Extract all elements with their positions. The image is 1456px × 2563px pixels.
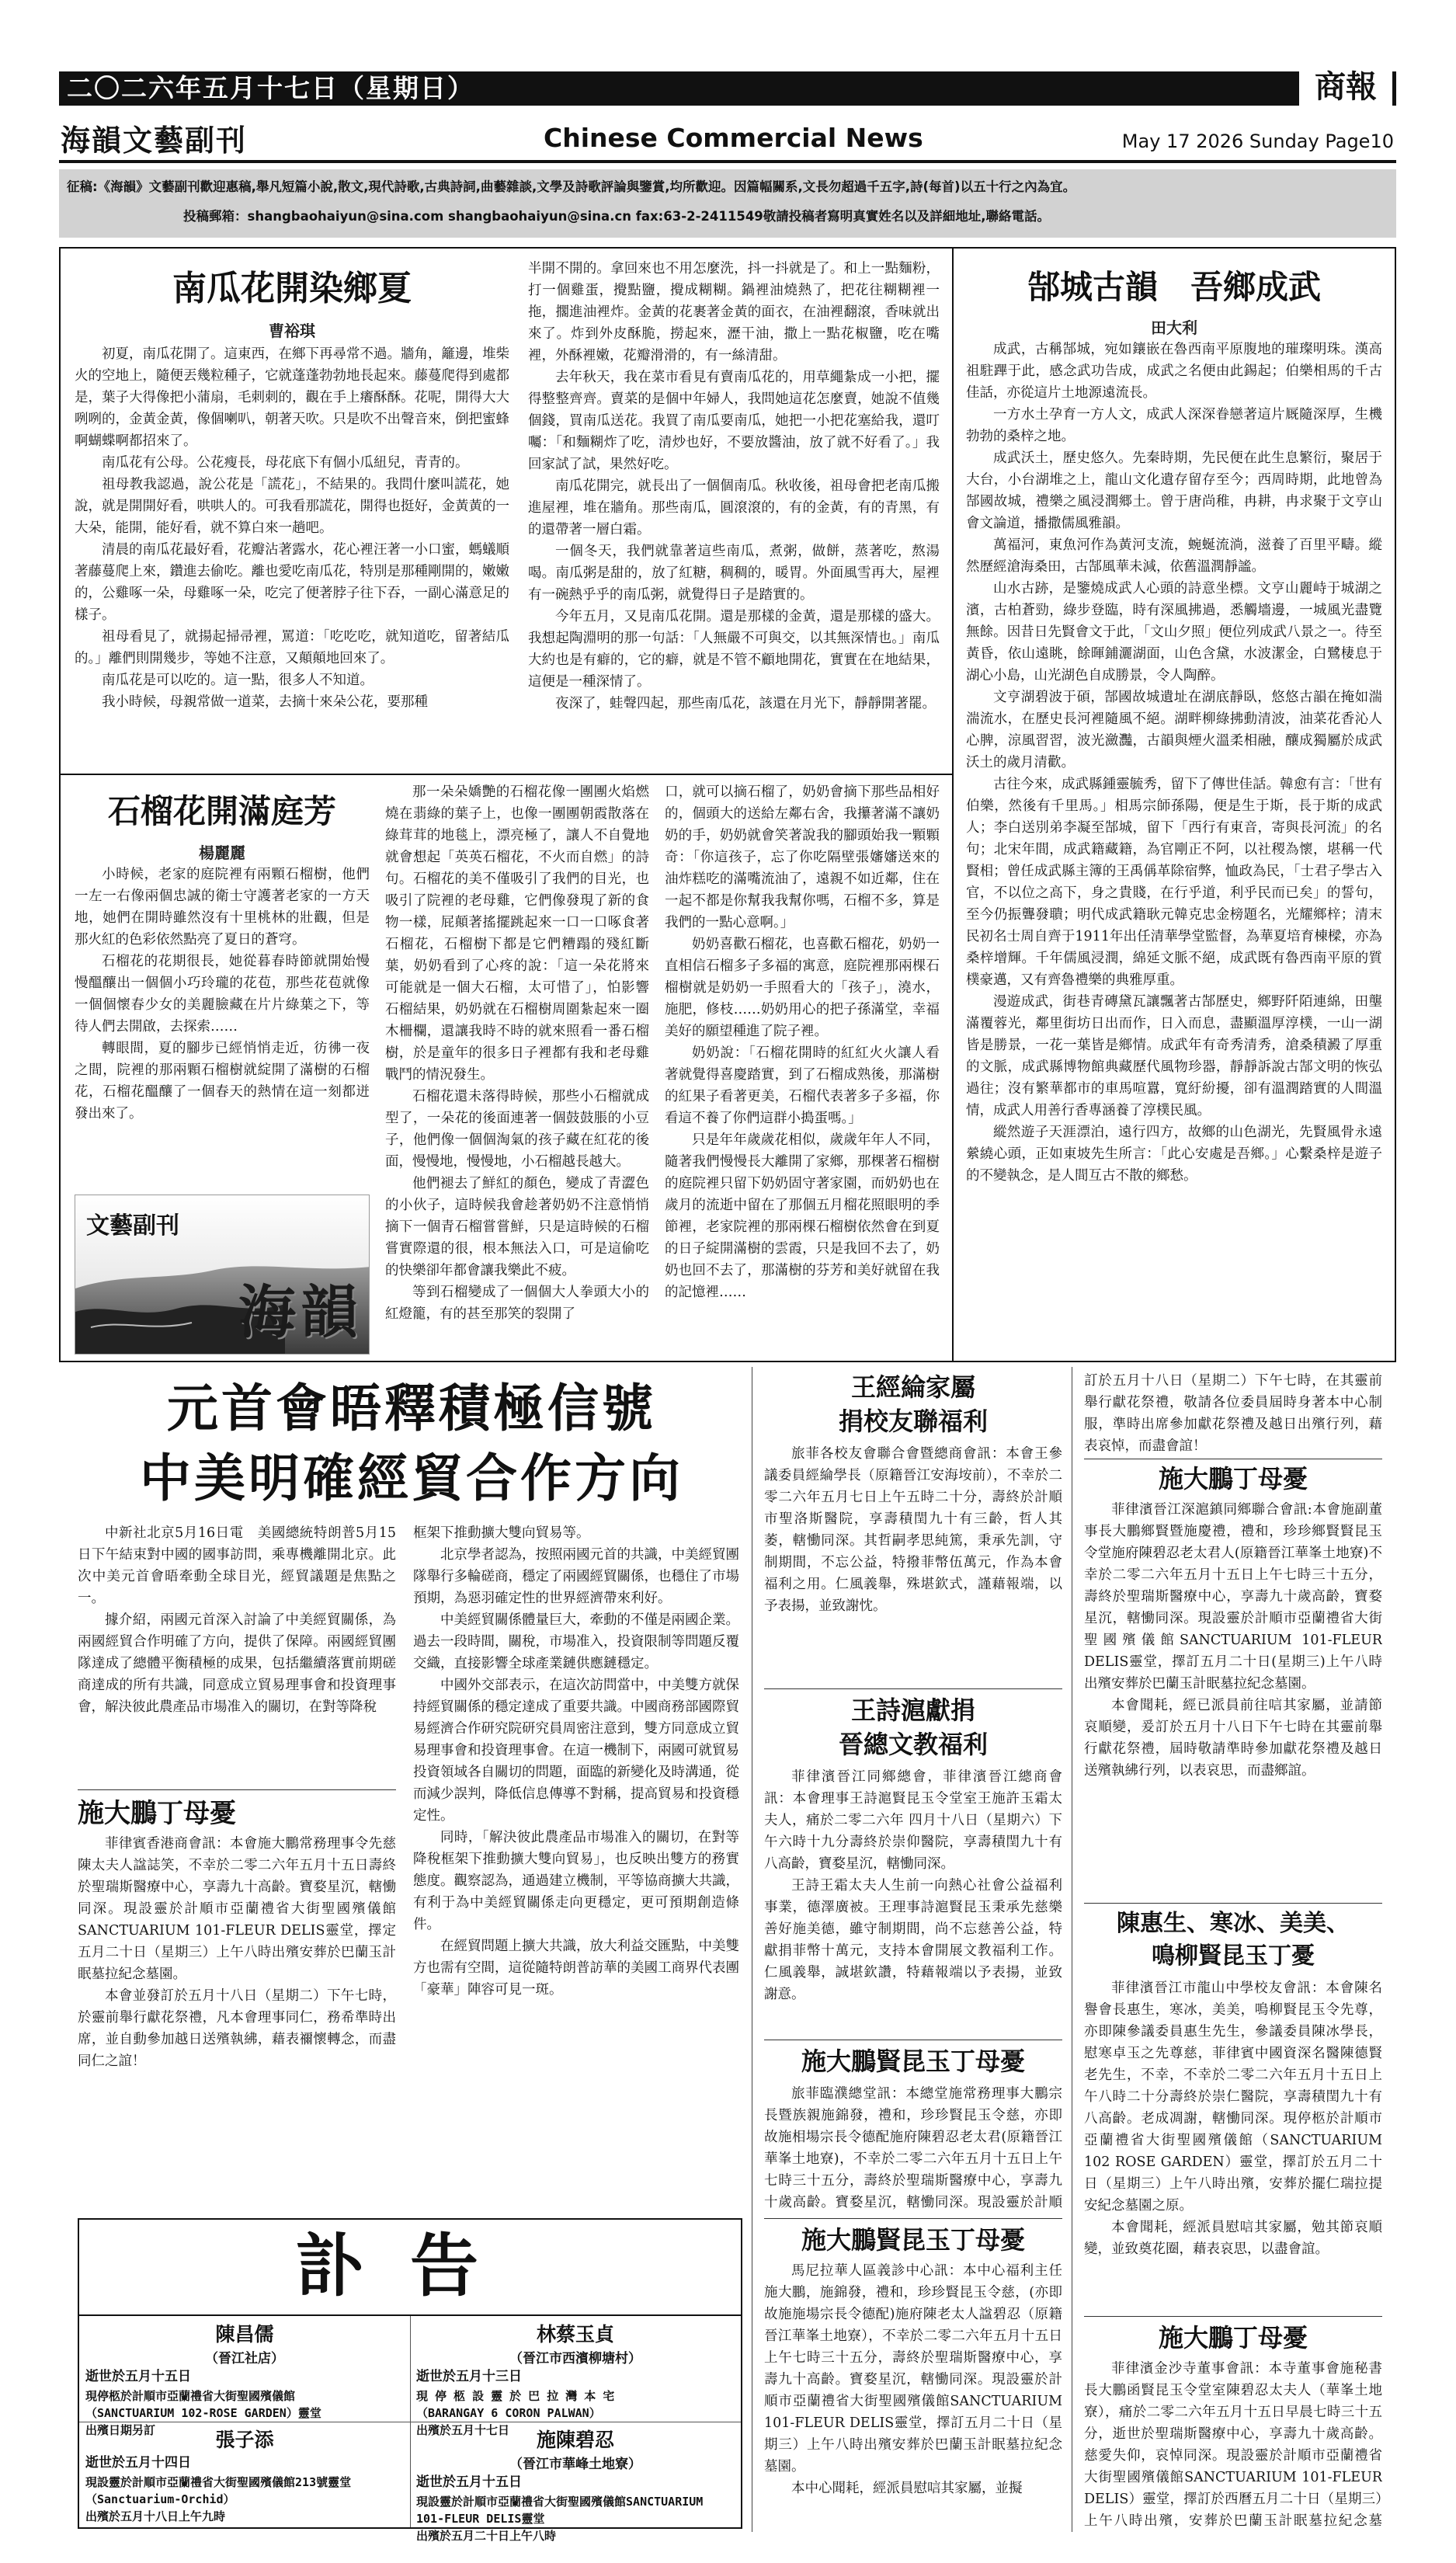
a2-author: 楊麗麗 <box>199 843 245 862</box>
para: 在經貿問題上擴大共識，放大利益交匯點，中美雙方也需有空間，這從隨特朗普訪華的美國工商界代表團「豪華」陣容可見一斑。 <box>413 1939 739 1998</box>
obituary-box <box>78 2218 742 2543</box>
n6-body <box>1084 1499 1382 1900</box>
section-title: 海韻文藝副刊 <box>61 123 248 158</box>
entry-line: 出殯日期另訂 <box>85 2423 156 2437</box>
para: 祖母看見了，就揚起掃帚裡，罵道：「吃吃吃，就知道吃，留著結瓜的。」離們則開幾步，等她不注意，又顛顛地回來了。 <box>75 629 509 666</box>
entry-origin: （晉江市西濱柳塘村） <box>509 2351 641 2367</box>
banner-line2: 投稿郵箱：shangbaohaiyun@sina.com shangbaohaiyun@sina.cn fax:63-2-2411549敬請投稿者寫明真實姓名以及詳細地址,聯絡電話。 <box>183 209 1051 224</box>
para: 旅菲臨濮總堂訊：本總堂施常務理事大鵬宗長暨族親施錦發，禮和，珍珍賢昆玉令慈，亦即故施相場宗長令德配施府陳碧忍老太君(原籍晉江華峯土地寮)，不幸於二零二六年五月十五日上午七時三十五分，壽終於聖瑞斯醫療中心，享壽九十歲高齡。寶婺星沉，轄慟同深。現設靈於計順 <box>764 2086 1062 2210</box>
para: 本會聞耗，經派員慰唁其家屬，勉其節哀順變，並致奠花圈，藉表哀思，以盡會誼。 <box>1084 2220 1382 2257</box>
para: 馬尼拉華人區義診中心訊：本中心福利主任施大鵬，施錦發，禮和，珍珍賢昆玉令慈，(亦即故施施場宗長令德配)施府陳老太人諡碧忍（原籍晉江華峯土地寮），不幸於二零二六年五月十五日上午七時三十五分，壽終於聖瑞斯醫療中心，享壽九十高齡。寶婺星沉，轄慟同深。現設靈於計順市亞蘭禮省大街聖國殯儀館SANCTUARIUM 101-FLEUR DELIS靈堂，擇訂五月二十日（星期三）上午八時出殯安葬於巴蘭玉計眠墓拉紀念墓園。 <box>764 2263 1062 2474</box>
para: 菲律濱晉江市龍山中學校友會訊：本會陳名譽會長惠生，寒冰，美美，嗚柳賢昆玉令先尊，亦即陳參議委員惠生先生，參議委員陳冰學長，慰寒卓玉之先尊慈，菲律賓中國資深名醫陳德賢老先生，不幸，不幸於二零二六年五月十五日上午八時二十分壽終於崇仁醫院，享壽積閏九十有八高齡。老成凋謝，轄慟同深。現停柩於計順市亞蘭禮省大街聖國殯儀館（SANCTUARIUM 102 ROSE GARDEN）靈堂，擇訂於五月二十日（星期三）上午八時出殯，安葬於擺仁瑞拉提安紀念墓園之原。 <box>1084 1980 1382 2214</box>
rule-n1-top <box>78 1789 396 1790</box>
entry-line: 逝世於五月十三日 <box>416 2369 522 2384</box>
logo-art-text: 海韻 <box>238 1279 363 1346</box>
a2-title: 石榴花開滿庭芳 <box>107 792 336 830</box>
entry-line: 出殯於五月十八日上午九時 <box>85 2509 226 2523</box>
entry-origin: （晉江市華峰土地寮） <box>509 2457 641 2472</box>
para: 菲律濱晉江深滬鎮同鄉聯合會訊:本會施副董事長大鵬鄉賢暨施慶禮，禮和，珍珍鄉賢賢昆玉令堂施府陳碧忍老太君人(原籍晉江華峯土地寮)不幸於二零二六年五月十五日上午七時三十五分，壽終於聖瑞斯醫療中心，享壽九十歲高齡，寶婺星沉，轄慟同深。現設靈於計順市亞蘭禮省大街聖國殯儀館SANCTUARIUM 101-FLEUR DELIS靈堂，擇訂五月二十日(星期三)上午八時出殯安葬於巴蘭玉計眠墓拉紀念墓園。 <box>1084 1502 1382 1692</box>
a4-col1 <box>78 1522 396 1783</box>
banner-line1: 征稿:《海韻》文藝副刊歡迎惠稿,舉凡短篇小說,散文,現代詩歌,古典詩詞,曲藝雜談,文學及詩歌評論與鑒賞,均所歡迎。因篇幅關系,文長勿超過千五字,詩(每首)以五十行之內為宜。 <box>67 179 1076 194</box>
rule-n5-top <box>764 2218 1062 2219</box>
para: 中國外交部表示，在這次訪問當中，中美雙方就保持經貿關係的穩定達成了重要共識。中國商務部國際貿易經濟合作研究院研究員周密注意到，雙方同意成立貿易理事會和投資理事會。在這一機制下，兩國可就貿易投資領域各自關切的問題，面臨的新變化及時溝通，從而減少誤判，降低信息傳導不對稱，提高貿易和投資穩定性。 <box>413 1678 739 1824</box>
para: 本會並發訂於五月十八日（星期二）下午七時，於靈前舉行獻花祭禮，凡本會理事同仁，務希準時出席，並自動參加越日送殯執紼，藉表禰懷轉念，而盡同仁之誼！ <box>78 1988 396 2069</box>
rule-n8-top <box>1084 2316 1382 2317</box>
para: 萬福河，東魚河作為黃河支流，蜿蜒流淌，滋養了百里平疇。縱然歷經滄海桑田，古郜風華未減，依舊溫潤靜謐。 <box>966 537 1382 575</box>
entry-line: 現設靈於計順市亞蘭禮省大街聖國殯儀館SANCTUARIUM 101-FLEUR DELIS靈堂 <box>416 2495 704 2526</box>
a3-author: 田大利 <box>1151 318 1197 337</box>
para: 奶奶喜歡石榴花，也喜歡石榴花，奶奶一直相信石榴多子多福的寓意，庭院裡那兩棵石榴樹就是奶奶一手照看大的「孩子」，澆水，施肥，修枝……奶奶用心的把子孫滿堂，幸福美好的願望種進了院子裡。 <box>665 937 940 1039</box>
entry-line: 逝世於五月十五日 <box>85 2369 191 2384</box>
rule-a1-bottom <box>59 774 954 775</box>
rule-mid <box>952 247 954 1362</box>
a2-col1 <box>75 864 370 1190</box>
para: 南瓜花開完，就長出了一個個南瓜。秋收後，祖母會把老南瓜搬進屋裡，堆在牆角。那些南瓜，圓滾滾的，有的金黃，有的青黑，有的還帶著一層白霜。 <box>528 478 940 537</box>
submission-banner <box>59 169 1396 238</box>
para: 文亨湖碧波于碩，郜國故城遺址在湖底靜臥，悠悠古韻在掩如湍湍流水，在歷史長河裡隨風不絕。湖畔柳綠拂動清波，油菜花香沁人心脾，涼風習習，波光瀲灩，古韻與煙火溫柔相融，釀成獨屬於成武沃土的歲月清歡。 <box>966 690 1382 770</box>
para: 北京學者認為，按照兩國元首的共識，中美經貿團隊舉行多輪磋商，穩定了兩國經貿關係，也穩住了市場預期，為惡羽確定性的世界經濟帶來利好。 <box>413 1547 739 1606</box>
entry-line: 現停柩於計順市亞蘭禮省大街聖國殯儀館 <box>85 2389 296 2403</box>
para: 口，就可以摘石榴了，奶奶會摘下那些品相好的，個頭大的送給左鄰右舍，我攥著滿不讓奶奶的手，奶奶就會笑著說我的腳頭始我一顆顆奇：「你這孩子，忘了你吃隔壁張嬸嬸送來的油炸糕吃的滿嘴流油了，遠親不如近鄰，住在一起不都是你幫我我幫你嗎，石榴不多，算是我們的一點心意啊。」 <box>665 784 940 930</box>
para: 山水古跡，是鑒燒成武人心頭的詩意坐標。文亨山麗峙于城湖之濱，古柏蒼勁，綠步登臨，時有深風拂過，悉觸墻邊，一城風光盡覽無餘。因昔日先賢會文于此，「文山夕照」便位列成武八景之一。待至黃昏，依山遠眺，餘暉鋪灑湖面，山色含黛，水波潔金，白鷺棲息于湖心小島，山光湖色自成勝景，令人陶醉。 <box>966 581 1382 683</box>
n7-body <box>1084 1977 1382 2311</box>
para: 王詩王霜太夫人生前一向熱心社會公益福利事業，德澤廣被。王理事詩滬賢昆玉秉承先慈樂善好施美德，雖守制期間，尚不忘慈善公益，特獻捐菲幣十萬元，支持本會開展文教福利工作。仁風義舉，誠堪欽讚，特藉報端以予表揚，並致謝意。 <box>764 1878 1062 2002</box>
n4-title: 施大鵬賢昆玉丁母憂 <box>801 2047 1025 2076</box>
para: 同時，「解決彼此農產品市場准入的關切，在對等降稅框架下推動擴大雙向貿易」，也反映出雙方的務實態度。觀察認為，通過建立機制，平等協商擴大共識，有利于為中美經貿關係走向更穩定，更可預期創造條件。 <box>413 1830 739 1932</box>
header-rule <box>59 160 1396 163</box>
para: 一方水土孕育一方人文，成武人深深眷戀著這片厩隨深厚，生機勃勃的桑梓之地。 <box>966 407 1382 444</box>
n2-title-2: 捐校友聯福利 <box>838 1407 988 1436</box>
entry-name: 施陳碧忍 <box>536 2429 614 2451</box>
para: 去年秋天，我在菜市看見有賣南瓜花的，用草繩紮成一小把，擺得整整齊齊。賣菜的是個中年婦人，我問她這花怎麼賣，她說不值幾個錢，買南瓜送花。我買了南瓜要南瓜，她把一小把花塞給我，還叮囑：「和麵糊炸了吃，清炒也好，不要放醬油，放了就不好看了。」我回家試了試，果然好吃。 <box>528 370 940 472</box>
entry-origin: （晉江社店） <box>205 2351 284 2367</box>
para: 石榴花的花期很長，她從暮春時節就開始慢慢醞釀出一個個小巧玲瓏的花苞，那些花苞就像一個個懷春少女的美麗臉藏在片片綠葉之下，等待人們去開啟，去探索…… <box>75 954 370 1035</box>
para: 中美經貿關係體量巨大，牽動的不僅是兩國企業。過去一段時間，關稅，市場准入，投資限制等問題反覆交織，直接影響全球產業鏈供應鏈穩定。 <box>413 1612 739 1671</box>
para: 我小時候，母親常做一道菜，去摘十來朵公花，要那種 <box>102 694 428 710</box>
n3-body <box>764 1766 1062 2035</box>
para: 框架下推動擴大雙向貿易等。 <box>413 1525 590 1541</box>
para: 今年五月，又見南瓜花開。還是那樣的金黃，還是那樣的盛大。我想起陶淵明的那一句話：「人無嚴不可與交，以其無深情也。」南瓜大約也是有癖的，它的癖，就是不管不顧地開花，實實在在地結果，這便是一種深情了。 <box>528 609 940 690</box>
para: 菲律濱晉江同鄉總會，菲律濱晉江總商會訊：本會理事王詩滬賢昆玉令堂室王施許玉霜太夫人，痛於二零二六年 四月十八日（星期六）下午六時十九分壽終於崇仰醫院，享壽積閏九十有八高齡，寶婺星沉，轄慟同深。 <box>764 1769 1062 1872</box>
para: 他們褪去了鮮紅的顏色，變成了青澀色的小伙子，這時候我會趁著奶奶不注意悄悄摘下一個青石榴嘗嘗鮮，只是這時候的石榴嘗實際還的很，根本無法入口，可是這偷吃的快樂卻年都會讓我樂此不疲。 <box>385 1176 649 1278</box>
n7-title-2: 鳴柳賢昆玉丁憂 <box>1152 1942 1315 1970</box>
entry-line: （BARANGAY 6 CORON PALWAN） <box>416 2406 601 2420</box>
rule-n7-top <box>1084 1903 1382 1904</box>
para: 漫遊成武，街巷青磚黛瓦讓飄著古郜歷史，鄉野阡陌連綿，田壟滿覆蓉光，鄰里街坊日出而作，日入而息，盡顯溫厚淳樸，一山一湖皆是勝景，一花一葉皆是鄉情。成武年有奇秀清秀，滄桑積澱了厚重的文脈，成武縣博物館典藏歷代風物珍器，靜靜訴說古郜文明的恢弘過往；沒有繁華都市的車馬喧囂，寬紆紛擾，卻有溫潤踏實的人間溫情，成武人用善行香專涵養了淳樸民風。 <box>966 994 1382 1118</box>
para: 清晨的南瓜花最好看，花瓣沾著露水，花心裡汪著一小口蜜，螞蟻順著藤蔓爬上來，鑽進去偷吃。離也愛吃南瓜花，特別是那種剛開的，嫩嫩的，公雞啄一朵，母雞啄一朵，吃完了便著脖子往下吞，一副心滿意足的樣子。 <box>75 542 509 623</box>
header-date-bar <box>59 71 1396 106</box>
para: 奶奶說：「石榴花開時的紅紅火火讓人看著就覺得喜慶踏實，到了石榴成熟後，那滿樹的紅果子看著更美，石榴代表著多子多福，你看這不養了你們這群小搗蛋嗎。」 <box>665 1045 940 1126</box>
entry-line: 逝世於五月十四日 <box>85 2455 191 2471</box>
n8-title: 施大鵬丁母憂 <box>1158 2323 1308 2353</box>
entry-line: 出殯於五月二十日上午八時 <box>416 2529 557 2543</box>
entry-line: 現 停 柩 設 靈 於 巴 拉 灣 本 宅 <box>416 2389 615 2403</box>
para: 訂於五月十八日（星期二）下午七時，在其靈前舉行獻花祭禮，敬請各位委員屆時身著本中心制服，準時出席參加獻花祭禮及越日出殯行列，藉表哀悼，而盡會誼！ <box>1084 1373 1382 1454</box>
n1-title: 施大鵬丁母憂 <box>78 1798 236 1829</box>
para: 成武沃土，歷史悠久。先秦時期，先民便在此生息繁衍，聚居于大台，小台湖堆之上，龍山文化遺存留存至今；西周時期，此地曾為郜國故城，禮樂之風浸潤郷土。曾于唐尚稚，冉耕，冉求聚于文亨山會文論道，播撒儒風雅韻。 <box>966 450 1382 531</box>
a4-headline-2: 中美明確經貿合作方向 <box>140 1448 683 1508</box>
para: 南瓜花有公母。公花瘦長，母花底下有個小瓜紐兒，青青的。 <box>102 455 469 471</box>
a4-col2 <box>413 1522 739 2215</box>
para: 菲律賓香港商會訊：本會施大鵬常務理事令先慈陳太夫人諡誌笑，不幸於二零二六年五月十五日壽終於聖瑞斯醫療中心，享壽九十高齡。寶婺星沉，轄慟同深。現設靈於計順市亞蘭禮省大街聖國殯儀館SANCTUARIUM 101-FLEUR DELIS靈堂，擇定五月二十日（星期三）上午八時出殯安葬於巴蘭玉計眠墓拉紀念墓園。 <box>78 1836 396 1982</box>
rule-left <box>59 247 61 1362</box>
para: 等到石榴變成了一個個大人拳頭大小的紅燈籠，有的甚至那笑的裂開了 <box>385 1285 649 1322</box>
header-date: 二〇二六年五月十七日（星期日） <box>67 73 474 103</box>
rule-top-bottom <box>59 1361 1396 1362</box>
a3-title: 郜城古韻 吾鄉成武 <box>1027 268 1321 306</box>
a3-body <box>966 339 1382 1356</box>
entry-name: 陳昌儒 <box>215 2323 274 2346</box>
para: 縱然遊子天涯漂泊，遠行四方，故鄉的山色湖光，先賢風骨永遠縈繞心頭，正如東坡先生所言：「此心安處是吾鄉。」心繫桑梓是遊子的不變執念，是人間互古不散的鄉愁。 <box>966 1125 1382 1184</box>
para: 半開不開的。拿回來也不用怎麼洗，抖一抖就是了。和上一點麵粉，打一個雞蛋，攪點鹽，攪成糊糊。鍋裡油燒熱了，把花往糊糊裡一拖，擱進油裡炸。金黃的花裹著金黃的面衣，在油裡翻滾，香味就出來了。炸到外皮酥脆，撈起來，瀝干油，撒上一點花椒鹽，吃在嘴裡，外酥裡嫩，花瓣滑滑的，有一絲清甜。 <box>528 261 940 363</box>
n5-body <box>764 2260 1062 2529</box>
entry-line: 出殯於五月十七日 <box>416 2423 510 2437</box>
para: 據介紹，兩國元首深入討論了中美經貿關係，為兩國經貿合作明確了方向，提供了保障。兩國經貿團隊達成了總體平衡積極的成果，包括繼續落實前期磋商達成的所有共識，同意成立貿易理事會和投資理事會，解決彼此農產品市場准入的關切，在對等降稅 <box>78 1612 396 1715</box>
a1-title: 南瓜花開染鄉夏 <box>172 269 412 308</box>
a1-col1 <box>75 343 509 767</box>
obituary-entry <box>85 2425 404 2526</box>
a2-col3 <box>665 781 940 1356</box>
n6-title: 施大鵬丁母憂 <box>1158 1464 1308 1494</box>
logo-label: 文藝副刊 <box>86 1212 179 1240</box>
n2-body <box>764 1443 1062 1685</box>
a1-col2 <box>528 258 940 767</box>
para: 本會聞耗，經已派員前往唁其家屬，並請節哀順變，爰訂於五月十八日下午七時在其靈前舉行獻花祭禮，屆時敬請準時參加獻花祭禮及越日送殯執紼行列，以表哀思，而盡鄉誼。 <box>1084 1698 1382 1779</box>
n3-title-2: 晉總文教福利 <box>838 1730 988 1759</box>
para: 轉眼間，夏的腳步已經悄悄走近，彷彿一夜之間，院裡的那兩顆石榴樹就綻開了滿樹的石榴花，石榴花醞釀了一個春天的熱情在這一刻都迸發出來了。 <box>75 1041 370 1122</box>
entry-name: 林蔡玉貞 <box>536 2323 614 2346</box>
english-name: Chinese Commercial News <box>544 123 923 153</box>
para: 夜深了，蛙聲四起，那些南瓜花，該還在月光下，靜靜開著罷。 <box>555 696 936 711</box>
entry-line: （SANCTUARIUM 102-ROSE GARDEN）靈堂 <box>85 2406 321 2420</box>
obituary-title: 訃告 <box>294 2226 525 2306</box>
para: 祖母教我認過，說公花是「謊花」，不結果的。我問什麼叫謊花，她說，就是開開好看，哄哄人的。可我看那謊花，開得也挺好，金黃黃的一大朵，能開，能好看，就不算白來一趟吧。 <box>75 477 509 536</box>
para: 古往今來，成武縣鍾靈毓秀，留下了傳世佳話。韓愈有言：「世有伯樂，然後有千里馬。」相馬宗師孫陽，便是生于斯，長于斯的成武人；李白送別弟李凝至郜城，留下「西行有東音，寄與長河流」的名句；北宋年間，成武籍藏籍，為官剛正不阿，以社稷為懷，堪稱一代賢相；曾任成武縣主簿的王禹偁革除宿弊，恤政為民，「士君子學古入官，不以位之高下，身之貴賤，在行乎道，利乎民而已矣」的誓句，至今仍振聾發聵；明代成武籍耿元韓克忠金榜題名，光耀鄉梓；清末民初名士周自齊于1911年出任清華學堂監督，為華夏培育棟樑，亦為桑梓增輝。千年儒風浸潤，綿延文脈不絕，成武既有魯西南平原的質樸豪邁，又有齊魯禮樂的典雅厚重。 <box>966 777 1382 988</box>
n1-body <box>78 1833 396 2214</box>
para: 南瓜花是可以吃的。這一點，很多人不知道。 <box>102 673 374 688</box>
paper-name: 商報 <box>1299 65 1392 109</box>
obituary-entry <box>416 2319 735 2437</box>
rule-right <box>1395 247 1396 1362</box>
n2-title-1: 王經綸家屬 <box>850 1372 975 1402</box>
a2-col2 <box>385 781 649 1356</box>
para: 旅菲各校友會聯合會暨總商會訊：本會王參議委員經綸學長（原籍晉江安海垵前），不幸於二零二六年五月七日上午五時二十分，壽終於計順市聖洛斯醫院，享壽積閏九十有三齡，哲人其萎，轄慟同深。其哲嗣孝思純篤，秉承先訓，守制期間，不忘公益，特撥菲幣伍萬元，作為本會福利之用。仁風義舉，殊堪欽式，謹藉報端，以予表揚，並致謝忱。 <box>764 1446 1062 1614</box>
haiyun-logo <box>75 1195 370 1355</box>
para: 菲律濱金沙寺董事會訊：本寺董事會施秘書長大鵬函賢昆玉令堂室陳碧忍太夫人（華峯土地寮），痛於二零二六年五月十五日早晨七時三十五分，逝世於聖瑞斯醫療中心，享壽九十歲高齡。慈愛失仰，哀悼同深。現設靈於計順市亞蘭禮省大街聖國殯儀館SANCTUARIUM 101-FLEUR DELIS）靈堂，擇訂於西曆五月二十日（星期三）上午八時出殯，安葬於巴蘭玉計眠墓拉紀念墓 <box>1084 2361 1382 2529</box>
n7-title-1: 陳惠生、寒冰、美美、 <box>1117 1910 1350 1937</box>
para: 中新社北京5月16日電 美國總統特朗普5月15日下午結束對中國的國事訪問，乘專機離開北京。此次中美元首會晤牽動全球目光，經貿議題是焦點之一。 <box>78 1525 396 1606</box>
rule-n3-top <box>764 1688 1062 1689</box>
n5-title: 施大鵬賢昆玉丁母憂 <box>801 2225 1025 2255</box>
para: 成武，古稱郜城，宛如鑲嵌在魯西南平原腹地的璀璨明珠。漢高祖駐蹕于此，感念武功告成，成武之名便由此錫起；伯樂相馬的千古佳話，亦從這片土地源遠流長。 <box>966 342 1382 401</box>
para: 那一朵朵嬌艷的石榴花像一團團火焰燃燒在翡綠的葉子上，也像一團團朝霞散落在綠茸茸的地毯上，漂亮極了，讓人不自覺地就會想起「英英石榴花，不火而自燃」的詩句。石榴花的美不僅吸引了我們的目光，也吸引了院裡的老母雞，它們像發現了新的食物一樣，屁顛著搖擺跳起來一口一口啄食著石榴花，石榴樹下都是它們糟蹋的殘紅斷葉，奶奶看到了心疼的說：「這一朵花將來可能就是一個大石榴，太可惜了」，怕影響石榴結果，奶奶就在石榴樹周圍紮起來一圈木柵欄，還讓我時不時的就來照看一番石榴樹，於是童年的很多日子裡都有我和老母雞戰鬥的情況發生。 <box>385 784 649 1083</box>
obituary-entry <box>85 2319 404 2437</box>
n6-pre <box>1084 1370 1382 1457</box>
obituary-entry <box>416 2425 735 2543</box>
entry-line: 現設靈於計順市亞蘭禮省大街聖國殯儀館213號靈堂（Sanctuarium-Orchid） <box>85 2475 352 2506</box>
para: 只是年年歲歲花相似，歲歲年年人不同，隨著我們慢慢長大離開了家鄉，那棵著石榴樹的庭院裡只留下奶奶固守著家園，而奶奶也在歲月的流逝中留在了那個五月榴花照眼明的季節裡，老家院裡的那兩棵石榴樹依然會在到夏的日子綻開滿樹的雲霞，只是我回不去了，奶奶也回不去了，那滿樹的芬芳和美好就留在我的記憶裡…… <box>665 1132 940 1300</box>
page-info: May 17 2026 Sunday Page10 <box>1121 130 1394 152</box>
a1-author: 曹裕琪 <box>269 322 315 340</box>
a4-headline-1: 元首會晤釋積極信號 <box>167 1379 656 1438</box>
para: 本中心聞耗，經派員慰唁其家屬，並擬 <box>791 2481 1023 2496</box>
n3-title-1: 王詩滬獻捐 <box>850 1695 975 1725</box>
para: 初夏，南瓜花開了。這東西，在鄉下再尋常不過。牆角，籬邊，堆柴火的空地上，隨便丟幾粒種子，它就蓬蓬勃勃地長起來。藤蔓爬得到處都是，葉子大得像把小蒲扇，毛刺刺的，觀在手上癢酥酥。花呢，開得大大咧咧的，金黃金黃，像個喇叭，朝著天吹。只是吹不出聲音來，倒把蜜蜂啊蝴蝶啊都招來了。 <box>75 346 509 449</box>
para: 石榴花還未落得時候，那些小石榴就成型了，一朵花的後面連著一個鼓鼓脹的小豆子，他們像一個個淘氣的孩子藏在紅花的後面，慢慢地，慢慢地，小石榴越長越大。 <box>385 1089 649 1170</box>
n8-body <box>1084 2358 1382 2529</box>
entry-line: 逝世於五月十五日 <box>416 2474 522 2490</box>
para: 小時候，老家的庭院裡有兩顆石榴樹，他們一左一右像兩個忠誠的衛士守護著老家的一方天地，她們在開時雖然沒有十里桃林的壯觀，但是那火紅的色彩依然點亮了夏日的蒼穹。 <box>75 867 370 948</box>
entry-name: 張子添 <box>215 2429 274 2451</box>
rule-top <box>59 247 1396 249</box>
n4-body <box>764 2083 1062 2212</box>
para: 一個冬天，我們就靠著這些南瓜，煮粥，做餅，蒸著吃，熬湯喝。南瓜粥是甜的，放了紅糖，稠稠的，暖胃。外面風雪再大，屋裡有一碗熱乎乎的南瓜粥，就覺得日子是踏實的。 <box>528 544 940 603</box>
